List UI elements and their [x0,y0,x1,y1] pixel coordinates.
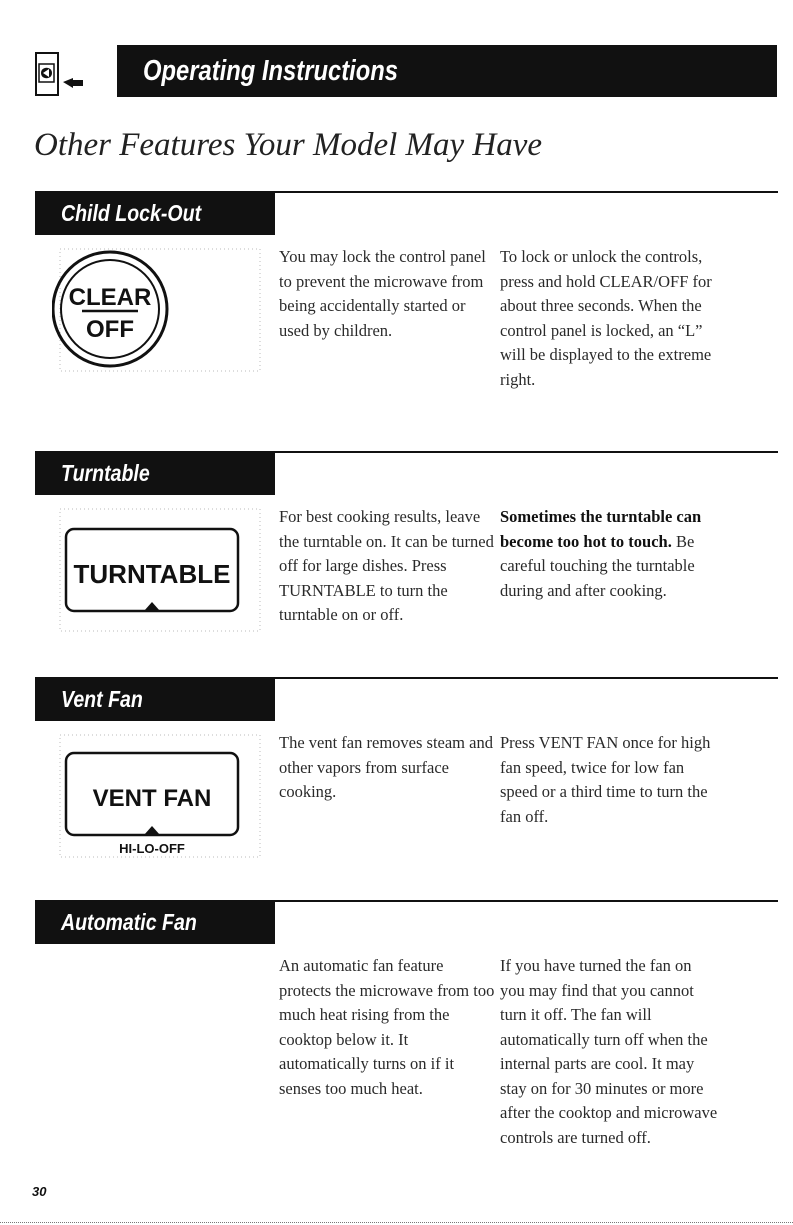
page-title: Operating Instructions [143,55,399,87]
hi-lo-off-label: HI-LO-OFF [119,841,185,856]
section-text-left: The vent fan removes steam and other vapors from surface cooking. [279,733,493,801]
vent-fan-key-illustration [52,729,262,859]
clear-key-label: CLEAR [68,284,152,311]
section-text-left: For best cooking results, leave the turntable on. It can be turned off for large dishes. Press TURNTABLE to turn the turntable on or off. [279,507,494,624]
warning-bold-text: Sometimes the turntable can become too hot to touch. [500,507,702,551]
section-rule [275,191,778,193]
section-label: Vent Fan [35,677,275,721]
section-label: Child Lock-Out [35,191,275,235]
section-text-right: To lock or unlock the controls, press and hold CLEAR/OFF for about three seconds. When the control panel is locked, an “L” will be displayed to the extreme right. [500,247,712,389]
section-text-right: If you have turned the fan on you may find that you cannot turn it off. The fan will automatically turn off when the internal parts are cool. It may stay on for 30 minutes or more after the cooktop and microwave controls are turned off. [500,956,718,1147]
section-rule [275,900,778,902]
off-key-label: OFF [86,316,134,343]
section-rule [275,677,778,679]
section-rule [275,451,778,453]
section-text-left: An automatic fan feature protects the microwave from too much heat rising from the cooktop below it. It automatically turns on if it senses too much heat. [279,956,495,1098]
section-label: Automatic Fan [35,900,275,944]
clear-off-key-illustration [52,243,262,373]
bottom-divider [0,1222,793,1223]
section-text-right: Press VENT FAN once for high fan speed, twice for low fan speed or a third time to turn the fan off. [500,733,711,826]
page-number: 30 [32,1184,47,1199]
microwave-arrow-icon [35,52,93,96]
vent-fan-key-label: VENT FAN [92,785,212,812]
section-label: Turntable [35,451,275,495]
section-text-left: You may lock the control panel to prevent the microwave from being accidentally started or used by children. [279,247,486,340]
page-subtitle: Other Features Your Model May Have [34,127,543,163]
page-title-bar [117,45,777,97]
turntable-key-label: TURNTABLE [73,559,231,589]
section-text-right: Sometimes the turntable can become too hot to touch. Be careful touching the turntable during and after cooking. [500,507,702,600]
turntable-key-illustration [52,503,262,633]
